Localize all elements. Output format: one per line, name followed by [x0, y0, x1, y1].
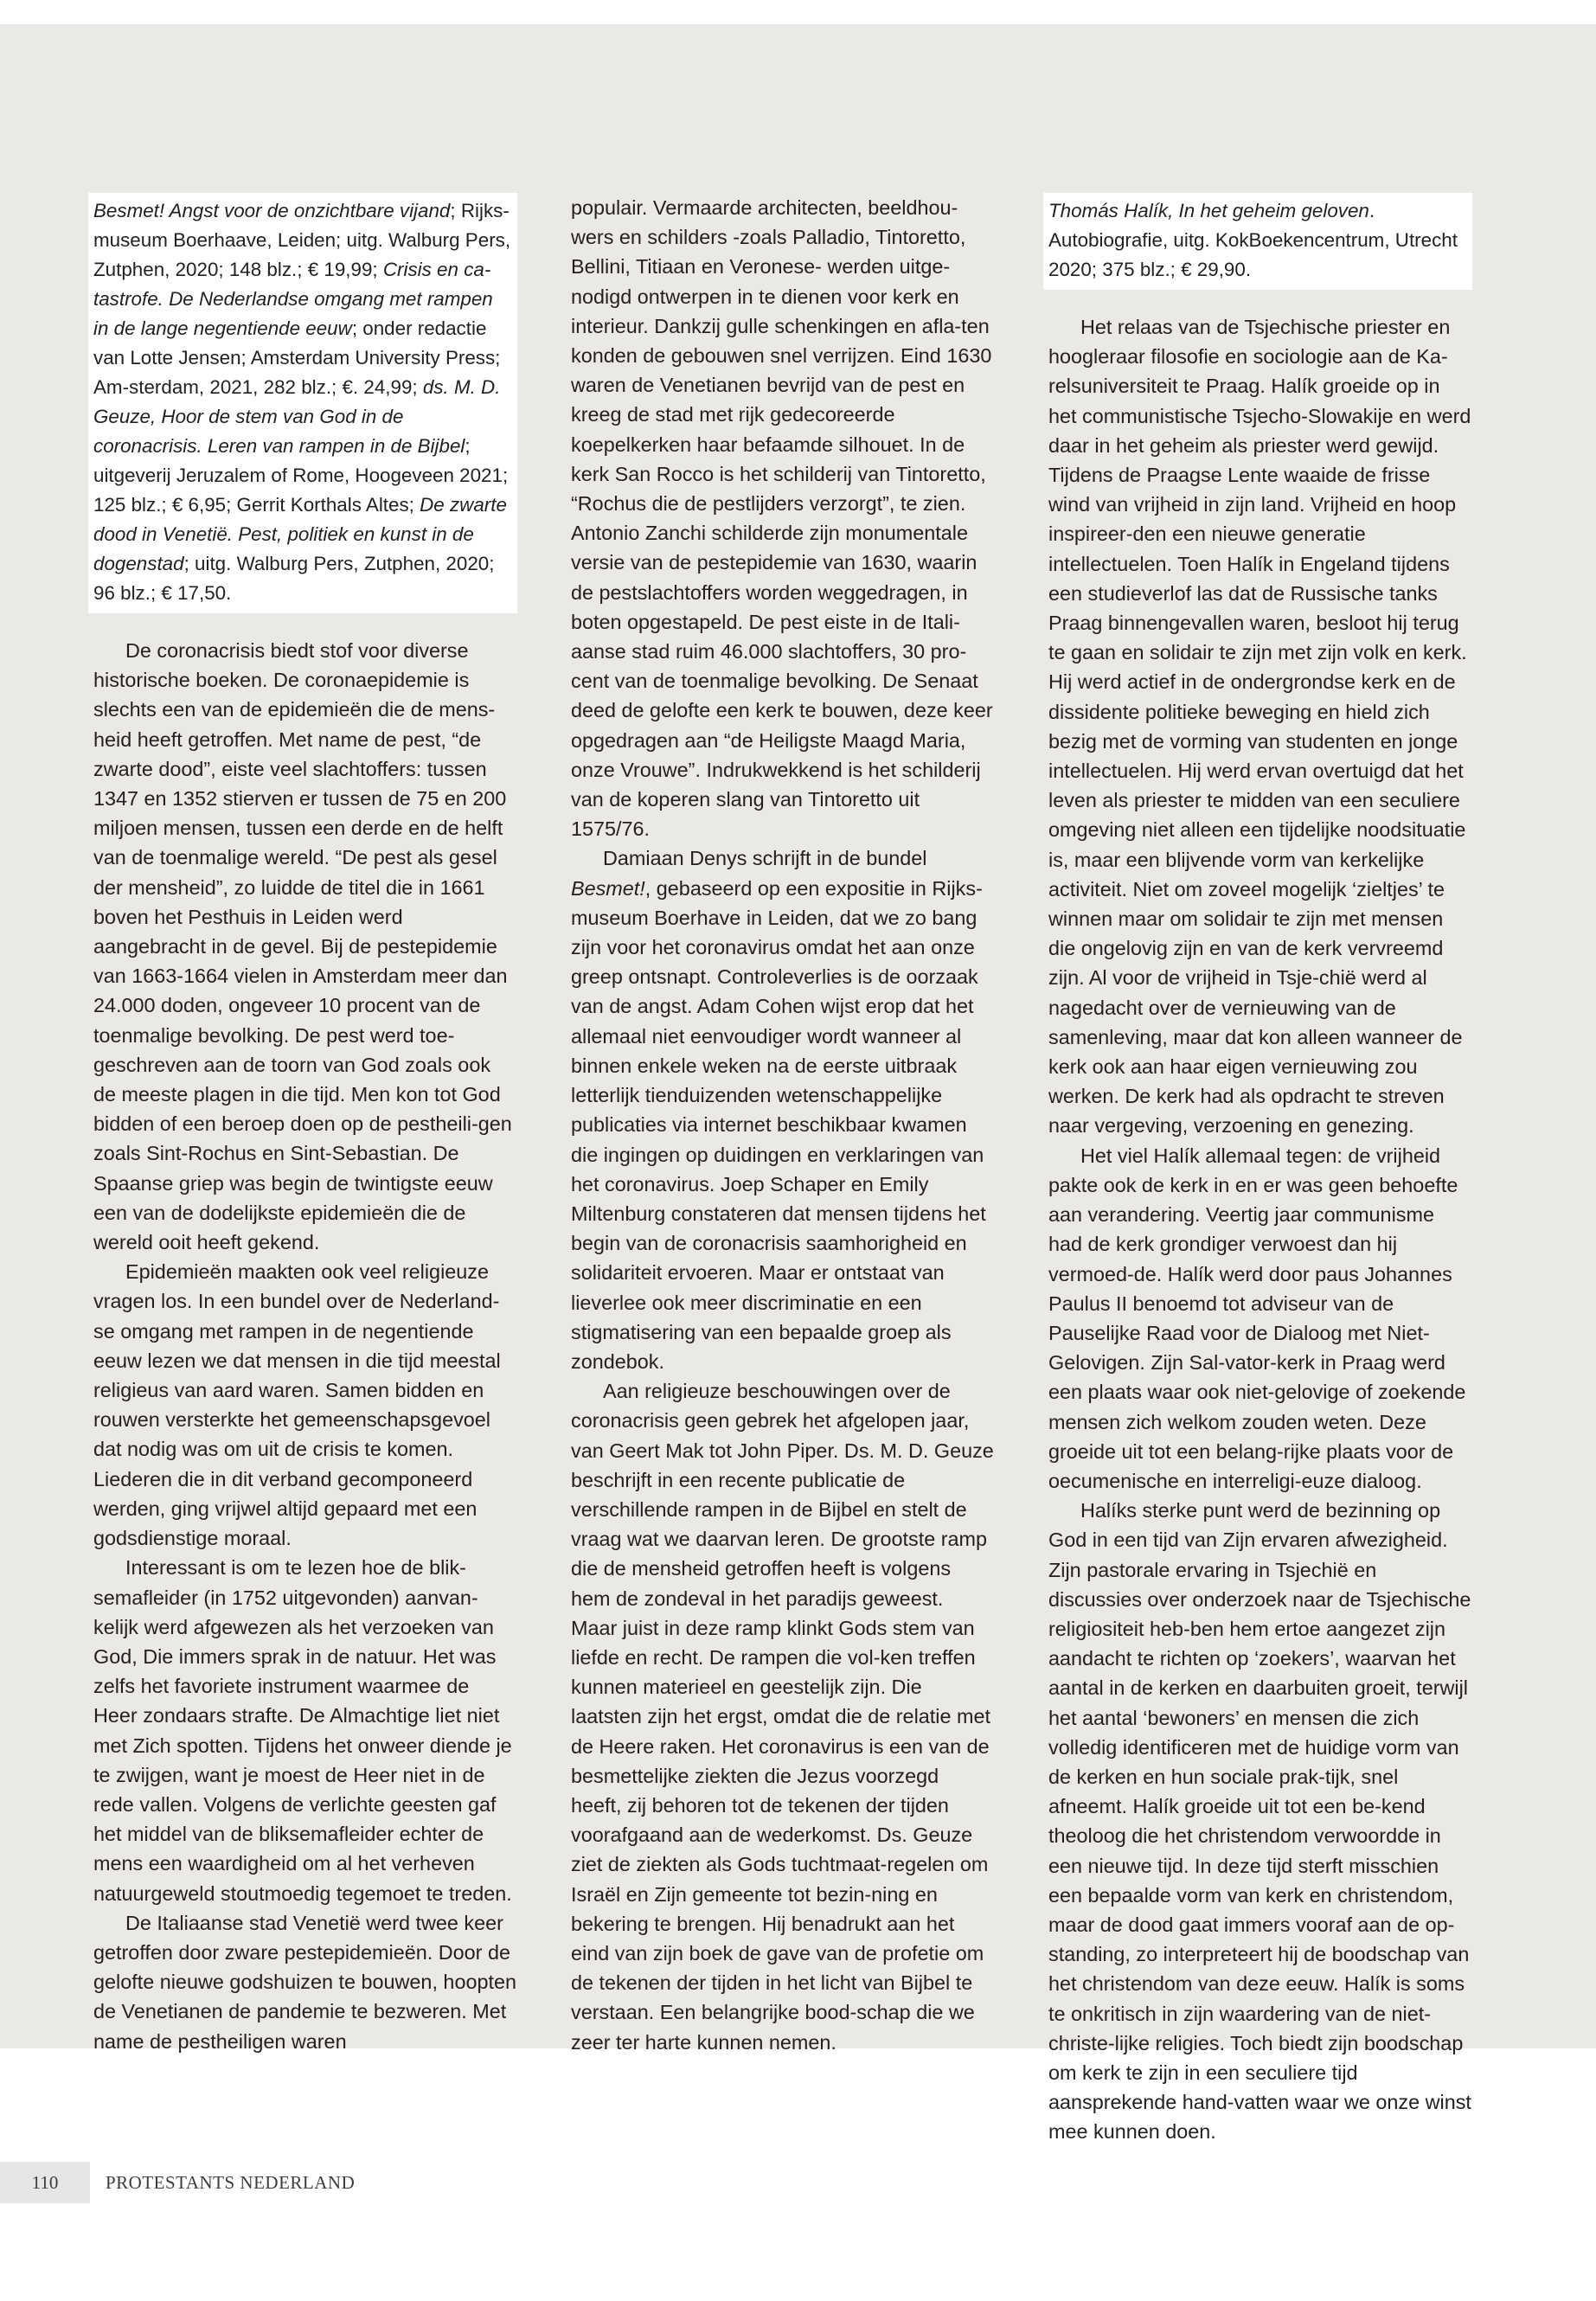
paragraph: Aan religieuze beschouwingen over de coronacrisis geen gebrek het afgelopen jaar, van Geert Mak tot John Piper. Ds. M. D. Geuze beschrijft in een recente publicatie de verschillende rampen in de Bijbel en stelt de vraag wat we daarvan leren. De grootste ramp die de mensheid getroffen heeft is volgens hem de zondeval in het paradijs geweest. Maar juist in deze ramp klinkt Gods stem van liefde en recht. De rampen die vol-ken treffen kunnen materieel en geestelijk zijn. Die laatsten zijn het ergst, omdat die de relatie met de Heere raken. Het coronavirus is een van de besmettelijke ziekten die Jezus voorzegd heeft, zij behoren tot de tekenen der tijden voorafgaand aan de wederkomst. Ds. Geuze ziet de ziekten als Gods tuchtmaat-regelen om Israël en Zijn gemeente tot bezin-ning en bekering te brengen. Hij benadrukt aan het eind van zijn boek de gave van de profetie om de tekenen der tijden in het licht van Bijbel te verstaan. Een belangrijke bood-schap die we zeer ter harte kunnen nemen. — [571, 1380, 994, 2054]
book-reference: Thomás Halík, In het geheim geloven. Autobiografie, uitg. KokBoekencentrum, Utrecht 2020; 375 blz.; € 29,90. — [1043, 193, 1472, 290]
magazine-name: PROTESTANTS NEDERLAND — [106, 2172, 356, 2193]
column-3 — [1048, 193, 1472, 2147]
page-footer — [0, 2162, 1596, 2203]
column-1-body — [93, 636, 517, 2056]
paragraph: Het viel Halík allemaal tegen: de vrijheid pakte ook de kerk in en er was geen behoefte aan verandering. Veertig jaar communisme had de kerk grondiger verwoest dan hij vermoed-de. Halík werd door paus Johannes Paulus II benoemd tot adviseur van de Pauselijke Raad voor de Dialoog met Niet-Gelovigen. Zijn Sal-vator-kerk in Praag werd een plaats waar ook niet-gelovige of zoekende mensen zich welkom zouden weten. Deze groeide uit tot een belang-rijke plaats voor de oecumenische en interreligi-euze dialoog. — [1048, 1144, 1466, 1492]
paragraph: Het relaas van de Tsjechische priester en hoogleraar filosofie en sociologie aan de Ka-relsuniversiteit te Praag. Halík groeide op in het communistische Tsjecho-Slowakije en werd daar in het geheim als priester werd gewijd. Tijdens de Praagse Lente waaide de frisse wind van vrijheid in zijn land. Vrijheid en hoop inspireer-den een nieuwe generatie intellectuelen. Toen Halík in Engeland tijdens een studieverlof las dat de Russische tanks Praag binnengevallen waren, besloot hij terug te gaan en solidair te zijn met zijn volk en kerk. Hij werd actief in de ondergrondse kerk en de dissidente politieke beweging en hield zich bezig met de vorming van studenten en jonge intellectuelen. Hij werd ervan overtuigd dat het leven als priester te midden van een seculiere omgeving niet alleen een tijdelijke noodsituatie is, maar een blijvende vorm van kerkelijke activiteit. Niet om zoveel mogelijk ‘zieltjes’ te winnen maar om solidair te zijn met mensen die ongelovig zijn en van de kerk vervreemd zijn. Al voor de vrijheid in Tsje-chië werd al nagedacht over de vernieuwing van de samenleving, maar dat kon alleen wanneer de kerk ook aan haar eigen vernieuwing zou werken. De kerk had als opdracht te streven naar vergeving, verzoening en genezing. — [1048, 316, 1471, 1138]
page-number-box — [0, 2162, 90, 2203]
column-3-body — [1048, 312, 1472, 2147]
page-number: 110 — [31, 2172, 59, 2193]
column-1 — [93, 193, 517, 2056]
column-2-body — [571, 193, 995, 2057]
paragraph: Epidemieën maakten ook veel religieuze vragen los. In een bundel over de Nederland-se omgang met rampen in de negentiende eeuw lezen we dat mensen in die tijd meestal religieus van aard waren. Samen bidden en rouwen versterkte het gemeenschapsgevoel dat nodig was om uit de crisis te komen. Liederen die in dit verband gecomponeerd werden, ging vrijwel altijd gepaard met een godsdienstige moraal. — [93, 1260, 501, 1550]
paragraph: populair. Vermaarde architecten, beeldhou-wers en schilders -zoals Palladio, Tintoretto, Bellini, Titiaan en Veronese- werden uitge-nodigd ontwerpen in te dienen voor kerk en interieur. Dankzij gulle schenkingen en afla-ten konden de gebouwen snel verrijzen. Eind 1630 waren de Venetianen bevrijd van de pest en kreeg de stad met rijk gedecoreerde koepelkerken haar befaamde silhouet. In de kerk San Rocco is het schilderij van Tintoretto, “Rochus die de pestlijders verzorgt”, te zien. Antonio Zanchi schilderde zijn monumentale versie van de pestepidemie van 1630, waarin de pestslachtoffers worden weggedragen, in boten opgestapeld. De pest eiste in de Itali-aanse stad ruim 46.000 slachtoffers, 30 pro-cent van de toenmalige bevolking. De Senaat deed de gelofte een kerk te bouwen, deze keer opgedragen aan “de Heiligste Maagd Maria, onze Vrouwe”. Indrukwekkend is het schilderij van de koperen slang van Tintoretto uit 1575/76. — [571, 196, 993, 841]
paragraph: Halíks sterke punt werd de bezinning op God in een tijd van Zijn ervaren afwezigheid. Zijn pastorale ervaring in Tsjechië en discussies over onderzoek naar de Tsjechische religiositeit heb-ben hem ertoe aangezet zijn aandacht te richten op ‘zoekers’, waarvan het aantal in de kerken en daarbuiten groeit, terwijl het aantal ‘bewoners’ en mensen die zich volledig identificeren met de huidige vorm van de kerken en hun sociale prak-tijk, snel afneemt. Halík groeide uit tot een be-kend theoloog die het christendom verwoordde in een nieuwe tijd. In deze tijd sterft misschien een bepaalde vorm van kerk en christendom, maar de dood gaat immers vooraf aan de op-standing, zo interpreteert hij de boodschap van het christendom van deze eeuw. Halík is soms te onkritisch in zijn waardering van de niet-christe-lijke religies. Toch biedt zijn boodschap om kerk te zijn in een seculiere tijd aansprekende hand-vatten waar we onze winst mee kunnen doen. — [1048, 1499, 1471, 2144]
paragraph: De Italiaanse stad Venetië werd twee keer getroffen door zware pestepidemieën. Door de gelofte nieuwe godshuizen te bouwen, hoopten de Venetianen de pandemie te bezweren. Met name de pestheiligen waren — [93, 1911, 516, 2053]
column-2 — [571, 193, 995, 2057]
top-margin — [0, 0, 1596, 24]
paragraph: Interessant is om te lezen hoe de blik-semafleider (in 1752 uitgevonden) aanvan-kelijk werd afgewezen als het verzoeken van God, Die immers sprak in de natuur. Het was zelfs het favoriete instrument waarmee de Heer zondaars strafte. De Almachtige liet niet met Zich spotten. Tijdens het onweer diende je te zwijgen, want je moest de Heer niet in de rede vallen. Volgens de verlichte geesten gaf het middel van de bliksemafleider echter de mens een waardigheid om al het verheven natuurgeweld stoutmoedig tegemoet te treden. — [93, 1556, 512, 1905]
article-panel — [0, 24, 1596, 2144]
book-reference: Besmet! Angst voor de onzichtbare vijand; Rijks-museum Boerhaave, Leiden; uitg. Walburg Pers, Zutphen, 2020; 148 blz.; € 19,99; Crisis en ca-tastrofe. De Nederlandse omgang met rampen in de lange negentiende eeuw; onder redactie van Lotte Jensen; Amsterdam University Press; Am-sterdam, 2021, 282 blz.; €. 24,99; ds. M. D. Geuze, Hoor de stem van God in de coronacrisis. Leren van rampen in de Bijbel; uitgeverij Jeruzalem of Rome, Hoogeveen 2021; 125 blz.; € 6,95; Gerrit Korthals Altes; De zwarte dood in Venetië. Pest, politiek en kunst in de dogenstad; uitg. Walburg Pers, Zutphen, 2020; 96 blz.; € 17,50. — [88, 193, 517, 613]
paragraph: Damiaan Denys schrijft in de bundel Besmet!, gebaseerd op een expositie in Rijks-museum Boerhave in Leiden, dat we zo bang zijn voor het coronavirus omdat het aan onze greep ontsnapt. Controleverlies is de oorzaak van de angst. Adam Cohen wijst erop dat het allemaal niet eenvoudiger wordt wanneer al binnen enkele weken na de eerste uitbraak letterlijk tienduizenden wetenschappelijke publicaties via internet beschikbaar kwamen die ingingen op duidingen en verklaringen van het coronavirus. Joep Schaper en Emily Miltenburg constateren dat mensen tijdens het begin van de coronacrisis saamhorigheid en solidariteit ervoeren. Maar er ontstaat van lieverlee ook meer discriminatie en een stigmatisering van een bepaalde groep als zondebok. — [571, 847, 986, 1373]
paragraph: De coronacrisis biedt stof voor diverse historische boeken. De coronaepidemie is slechts een van de epidemieën die de mens-heid heeft getroffen. Met name de pest, “de zwarte dood”, eiste veel slachtoffers: tussen 1347 en 1352 stierven er tussen de 75 en 200 miljoen mensen, tussen een derde en de helft van de toenmalige wereld. “De pest als gesel der mensheid”, zo luidde de titel die in 1661 boven het Pesthuis in Leiden werd aangebracht in de gevel. Bij de pestepidemie van 1663-1664 vielen in Amsterdam meer dan 24.000 doden, ongeveer 10 procent van de toenmalige bevolking. De pest werd toe-geschreven aan de toorn van God zoals ook de meeste plagen in die tijd. Men kon tot God bidden of een beroep doen op de pestheili-gen zoals Sint-Rochus en Sint-Sebastian. De Spaanse griep was begin de twintigste eeuw een van de dodelijkste epidemieën die de wereld ooit heeft gekend. — [93, 639, 512, 1254]
